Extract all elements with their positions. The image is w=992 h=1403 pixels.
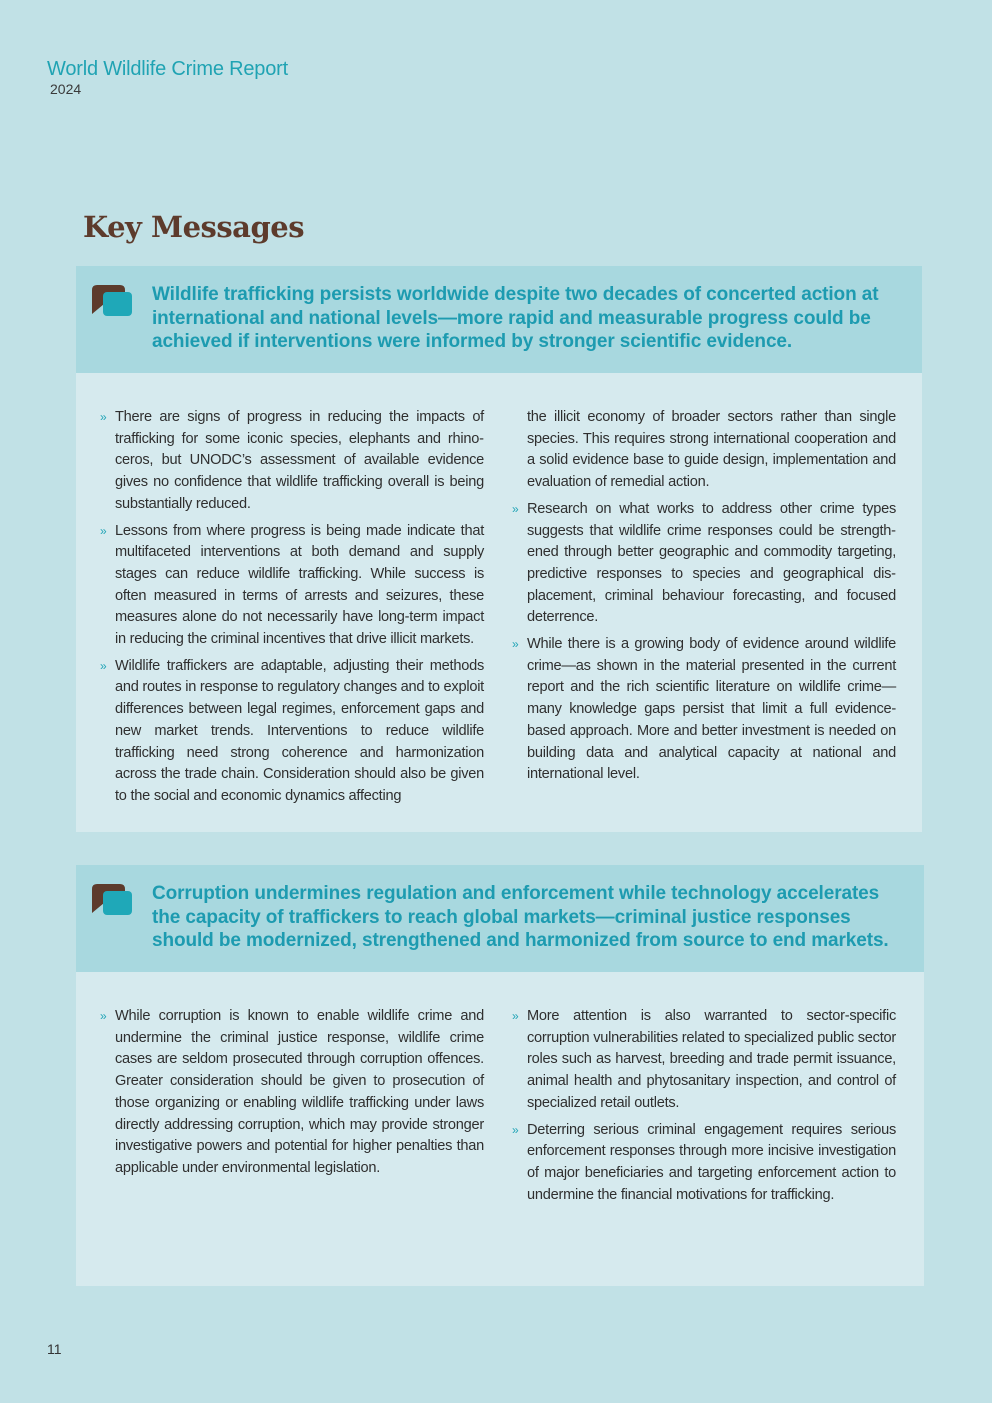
section-title: Key Messages <box>83 210 305 244</box>
list-item: » Research on what works to address other crime types suggests that wildlife crime responses could be strengthened through better geographic and commodity targeting, predictive responses to species and geographical displacement, criminal behaviour forecasting, and focused deterrence. <box>512 500 896 626</box>
list-item: » More attention is also warranted to sector-specific corruption vulnerabilities related to specialized public sector roles such as harvest, breeding and trade permit issuance, animal health and phytosanitary inspection, and control of specialized retail outlets. <box>512 1008 896 1111</box>
key-message-headline: Wildlife trafficking persists worldwide despite two decades of concerted action at international and national levels—more rapid and measurable progress could be achieved if interventions were informed by stronger scientific evidence. <box>152 284 879 352</box>
speech-bubble-icon <box>90 284 134 320</box>
key-message-box-2 <box>76 865 924 1286</box>
report-year: 2024 <box>50 81 82 97</box>
key-message-box-1 <box>76 266 922 832</box>
key-message-headline-band <box>76 266 922 373</box>
report-title: World Wildlife Crime Report <box>47 58 288 80</box>
page-number: 11 <box>47 1341 62 1357</box>
list-item: » While corruption is known to enable wildlife crime and undermine the criminal justice response, wildlife crime cases are seldom prosecuted through corruption offences. Greater consideration should be given to prosecution of those organizing or enabling wildlife trafficking under laws directly addressing corruption, which may provide stronger investigative powers and potential for higher penalties than applicable under environmental legislation. <box>100 1008 484 1176</box>
left-column <box>100 1006 484 1185</box>
list-item: » While there is a growing body of evidence around wildlife crime—as shown in the material presented in the current report and the rich scientific literature on wildlife crime—many knowledge gaps persist that limit a full evidence-based approach. More and better investment is needed on building data and analytical capacity at national and international level. <box>512 636 896 783</box>
bullet-icon: » <box>512 1009 519 1023</box>
left-column <box>100 407 484 813</box>
list-item: » Wildlife traffickers are adaptable, adjusting their methods and routes in response to regulatory changes and to exploit differences between legal regimes, enforcement gaps and new market trends. Interventions to reduce wildlife trafficking need strong coherence and harmonization across the trade chain. Consideration should also be given to the social and economic dynamics affecting <box>100 657 484 804</box>
bullet-icon: » <box>100 410 107 424</box>
bullet-icon: » <box>100 658 107 673</box>
right-column <box>512 1006 896 1211</box>
bullet-icon: » <box>512 1122 519 1137</box>
bullet-icon: » <box>512 637 519 652</box>
list-item: » There are signs of progress in reducing the impacts of trafficking for some iconic species, elephants and rhinoceros, but UNODC’s assessment of available evidence gives no confidence that wildlife trafficking overall is being substantially reduced. <box>100 409 484 512</box>
list-item: » Lessons from where progress is being made indicate that multifaceted interventions at both demand and supply stages can reduce wildlife trafficking. While success is often measured in terms of arrests and seizures, these measures alone do not necessarily have long-term impact in reducing the criminal incentives that drive illicit markets. <box>100 522 484 648</box>
bullet-icon: » <box>512 501 519 516</box>
key-message-headline: Corruption undermines regulation and enforcement while technology accelerates the capacity of traffickers to reach global markets—criminal justice responses should be modernized, strengthened and harmonized from source to end markets. <box>152 883 889 951</box>
bullet-icon: » <box>100 523 107 538</box>
speech-bubble-icon <box>90 883 134 919</box>
key-message-headline-band <box>76 865 924 972</box>
right-column <box>512 407 896 791</box>
list-item-continued: the illicit economy of broader sectors rather than single species. This requires strong international cooperation and a solid evidence base to guide design, implementation and evaluation of remedial action. <box>527 409 896 491</box>
list-item: » Deterring serious criminal engagement requires serious enforcement responses through more incisive investigation of major beneficiaries and targeting enforcement action to undermine the financial motivations for trafficking. <box>512 1121 896 1203</box>
bullet-icon: » <box>100 1009 107 1023</box>
